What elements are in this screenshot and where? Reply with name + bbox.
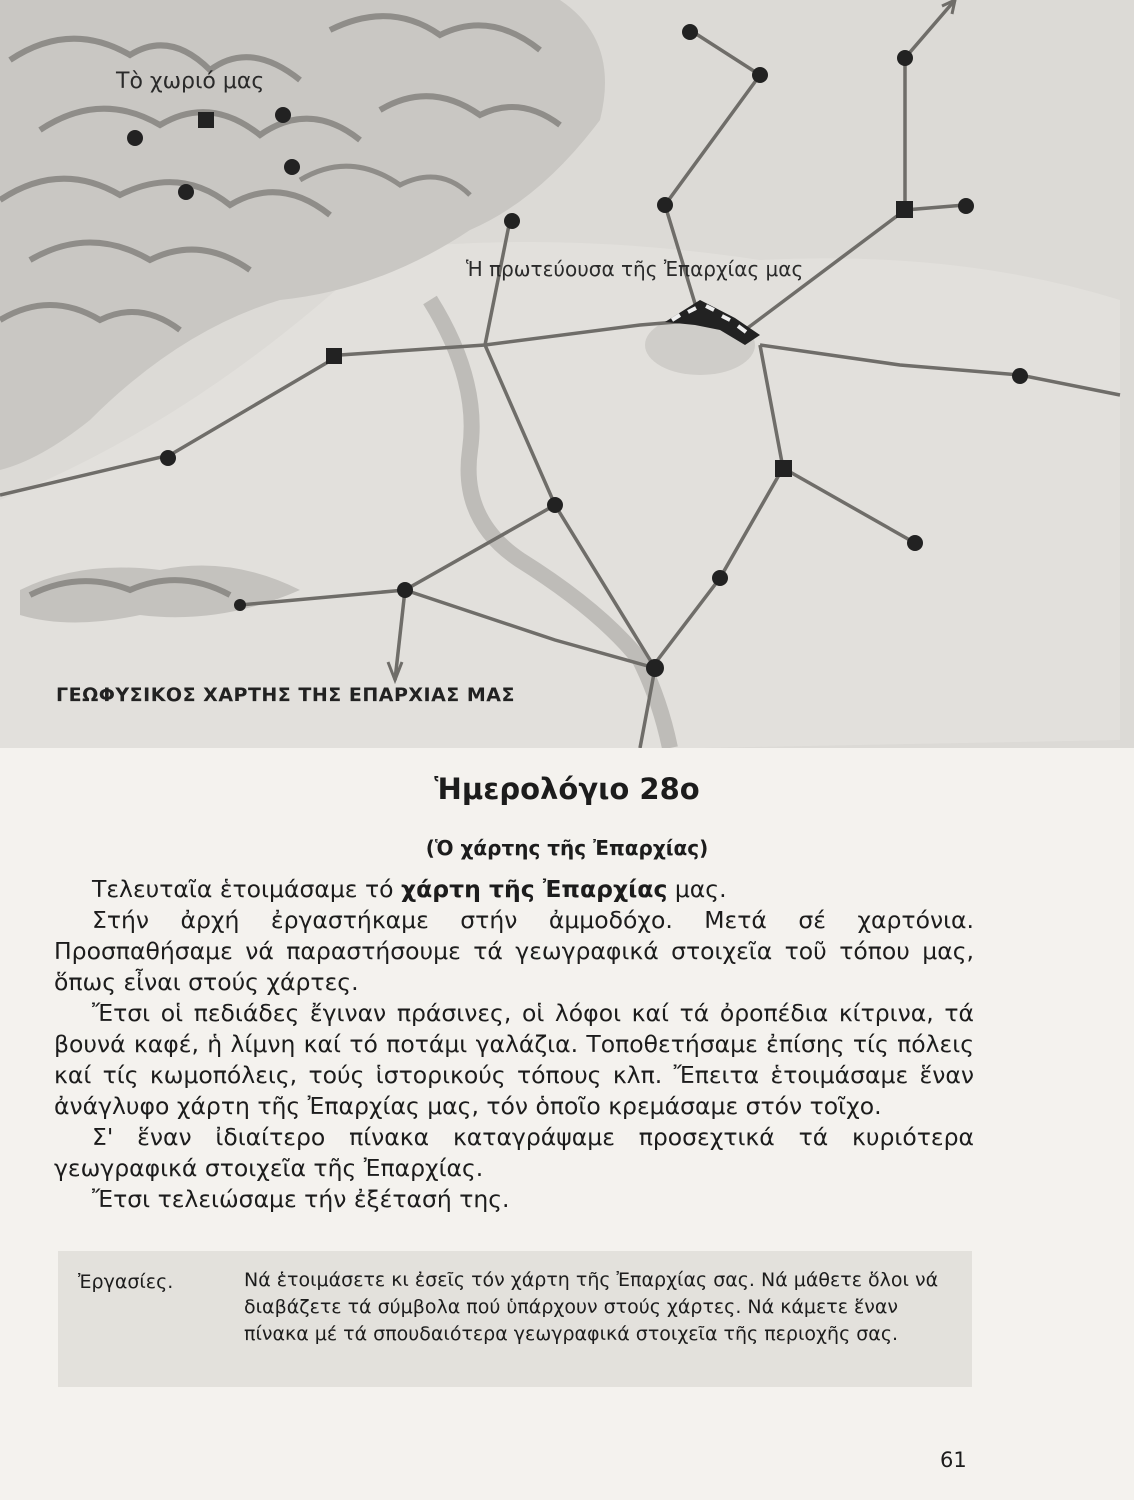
emphasis-map-of-province: χάρτη τῆς Ἐπαρχίας [400,875,668,903]
exercises-label: Ἐργασίες. [78,1271,174,1293]
body-text [54,874,974,1215]
village-label: Τὸ χωριό μας [116,69,265,94]
page-subtitle: (Ὁ χάρτης τῆς Ἐπαρχίας) [425,836,709,860]
map-caption: ΓΕΩΦΥΣΙΚΟΣ ΧΑΡΤΗΣ ΤΗΣ ΕΠΑΡΧΙΑΣ ΜΑΣ [56,684,515,706]
paragraph-2: Στήν ἀρχή ἐργαστήκαμε στήν ἀμμοδόχο. Μετά σέ χαρτόνια. Προσπαθήσαμε νά παραστήσουμε τά γεωγραφικά στοιχεῖα τοῦ τόπου μας, ὅπως εἶναι στούς χάρτες. [54,906,974,996]
paragraph-1: Τελευταῖα ἑτοιμάσαμε τό χάρτη τῆς Ἐπαρχίας μας. [92,875,727,903]
page-title: Ἡμερολόγιο 28ο [434,772,700,806]
paragraph-3: Ἔτσι οἱ πεδιάδες ἔγιναν πράσινες, οἱ λόφοι καί τά ὀροπέδια κίτρινα, τά βουνά καφέ, ἡ λίμνη καί τό ποτάμι γαλάζια. Τοποθετήσαμε ἐπίσης τίς πόλεις καί τίς κωμοπόλεις, τούς ἱστορικούς τόπους κλπ. Ἔπειτα ἑτοιμάσαμε ἕναν ἀνάγλυφο χάρτη τῆς Ἐπαρχίας μας, τόν ὁποῖο κρεμάσαμε στόν τοῖχο. [54,999,974,1120]
page-number: 61 [940,1448,967,1472]
exercises-box [58,1251,972,1387]
paragraph-5: Ἔτσι τελειώσαμε τήν ἐξέτασή της. [92,1185,510,1213]
paragraph-4: Σ' ἕναν ἰδιαίτερο πίνακα καταγράψαμε προσεχτικά τά κυριότερα γεωγραφικά στοιχεῖα τῆς Ἐπαρχίας. [54,1123,974,1182]
exercises-text: Νά ἑτοιμάσετε κι ἐσεῖς τόν χάρτη τῆς Ἐπαρχίας σας. Νά μάθετε ὅλοι νά διαβάζετε τά σύμβολα πού ὑπάρχουν στούς χάρτες. Νά κάμετε ἕναν πίνακα μέ τά σπουδαιότερα γεωγραφικά στοιχεῖα τῆς περιοχῆς σας. [244,1269,939,1345]
geophysical-map [0,0,1134,748]
capital-label: Ἡ πρωτεύουσα τῆς Ἐπαρχίας μας [466,257,804,281]
